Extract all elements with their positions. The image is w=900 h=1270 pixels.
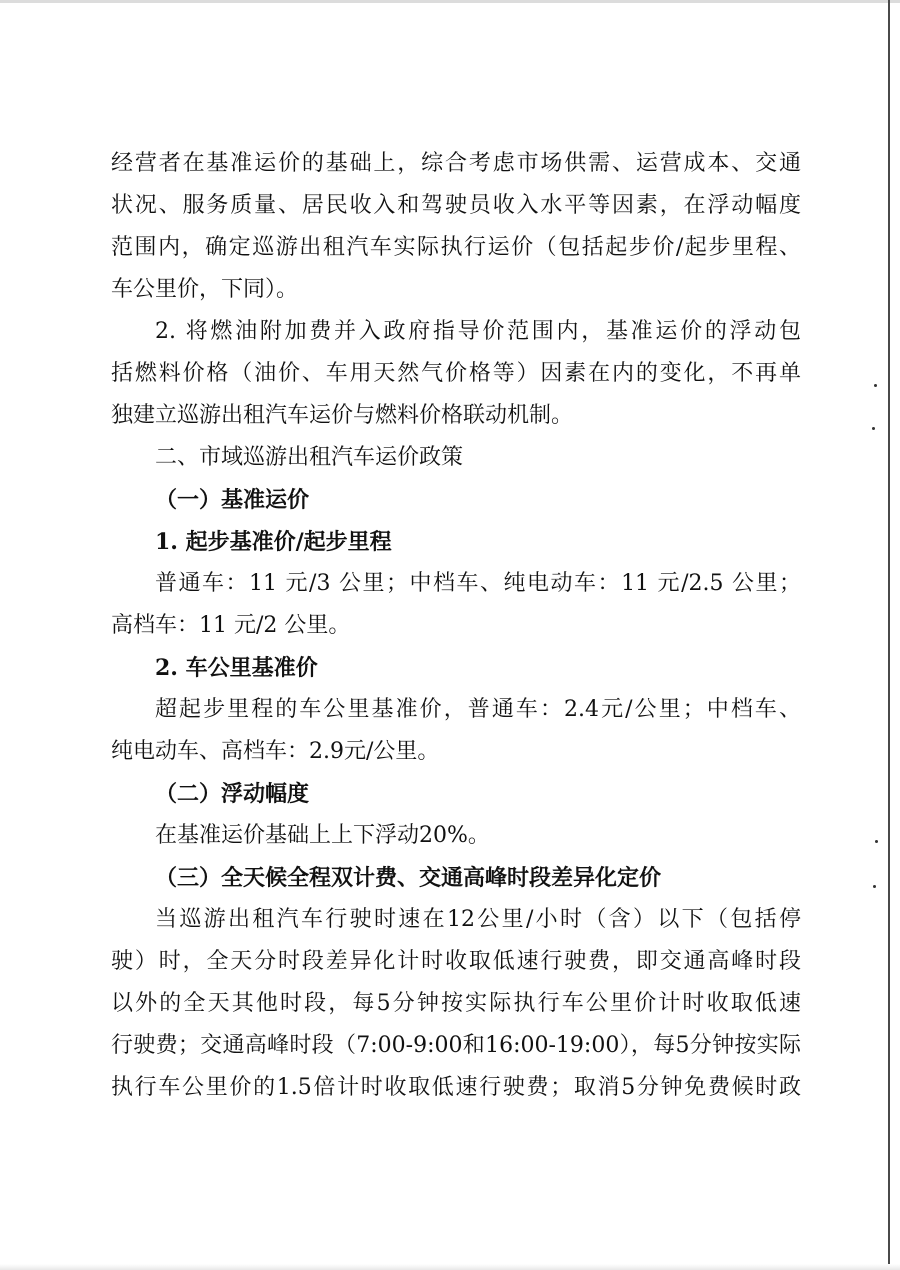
body-line: 经营者在基准运价的基础上，综合考虑市场供需、运营成本、交通: [111, 151, 801, 176]
section-heading: 二、市域巡游出租汽车运价政策: [155, 445, 464, 470]
body-line: 驶）时，全天分时段差异化计时收取低速行驶费，即交通高峰时段: [111, 949, 801, 974]
body-line: 行驶费；交通高峰时段（7:00-9:00和16:00-19:00），每5分钟按实际: [111, 1033, 801, 1058]
item-heading: 1. 起步基准价/起步里程: [155, 529, 392, 555]
body-line: 范围内，确定巡游出租汽车实际执行运价（包括起步价/起步里程、: [111, 235, 801, 260]
body-line: 状况、服务质量、居民收入和驾驶员收入水平等因素，在浮动幅度: [111, 193, 801, 218]
paragraph-start: 2. 将燃油附加费并入政府指导价范围内，基准运价的浮动包: [155, 319, 801, 344]
paragraph-start: 普通车：11 元/3 公里；中档车、纯电动车：11 元/2.5 公里；: [155, 571, 801, 596]
body-line: 车公里价，下同）。: [111, 277, 299, 302]
body-line: 以外的全天其他时段，每5分钟按实际执行车公里价计时收取低速: [111, 991, 801, 1016]
subsection-heading: （一）基准运价: [155, 487, 310, 513]
paragraph-start: 超起步里程的车公里基准价，普通车：2.4元/公里；中档车、: [155, 697, 801, 722]
margin-mark: [875, 840, 878, 843]
scan-edge-top: [0, 0, 900, 3]
paragraph-start: 在基准运价基础上上下浮动20%。: [155, 823, 490, 848]
paragraph-start: 当巡游出租汽车行驶时速在12公里/小时（含）以下（包括停: [155, 907, 801, 932]
body-line: 纯电动车、高档车：2.9元/公里。: [111, 739, 440, 764]
document-body: [111, 143, 801, 1109]
scan-edge-bottom: [0, 1264, 900, 1270]
margin-mark: [872, 427, 875, 430]
scan-edge-right: [888, 0, 890, 1270]
subsection-heading: （三）全天候全程双计费、交通高峰时段差异化定价: [155, 865, 662, 891]
margin-mark: [873, 885, 876, 888]
body-line: 高档车：11 元/2 公里。: [111, 613, 351, 638]
body-line: 独建立巡游出租汽车运价与燃料价格联动机制。: [111, 403, 574, 428]
body-line: 执行车公里价的1.5倍计时收取低速行驶费；取消5分钟免费候时政: [111, 1075, 801, 1100]
item-heading: 2. 车公里基准价: [155, 655, 318, 681]
body-line: 括燃料价格（油价、车用天然气价格等）因素在内的变化，不再单: [111, 361, 801, 386]
subsection-heading: （二）浮动幅度: [155, 781, 310, 807]
margin-mark: [874, 384, 877, 387]
